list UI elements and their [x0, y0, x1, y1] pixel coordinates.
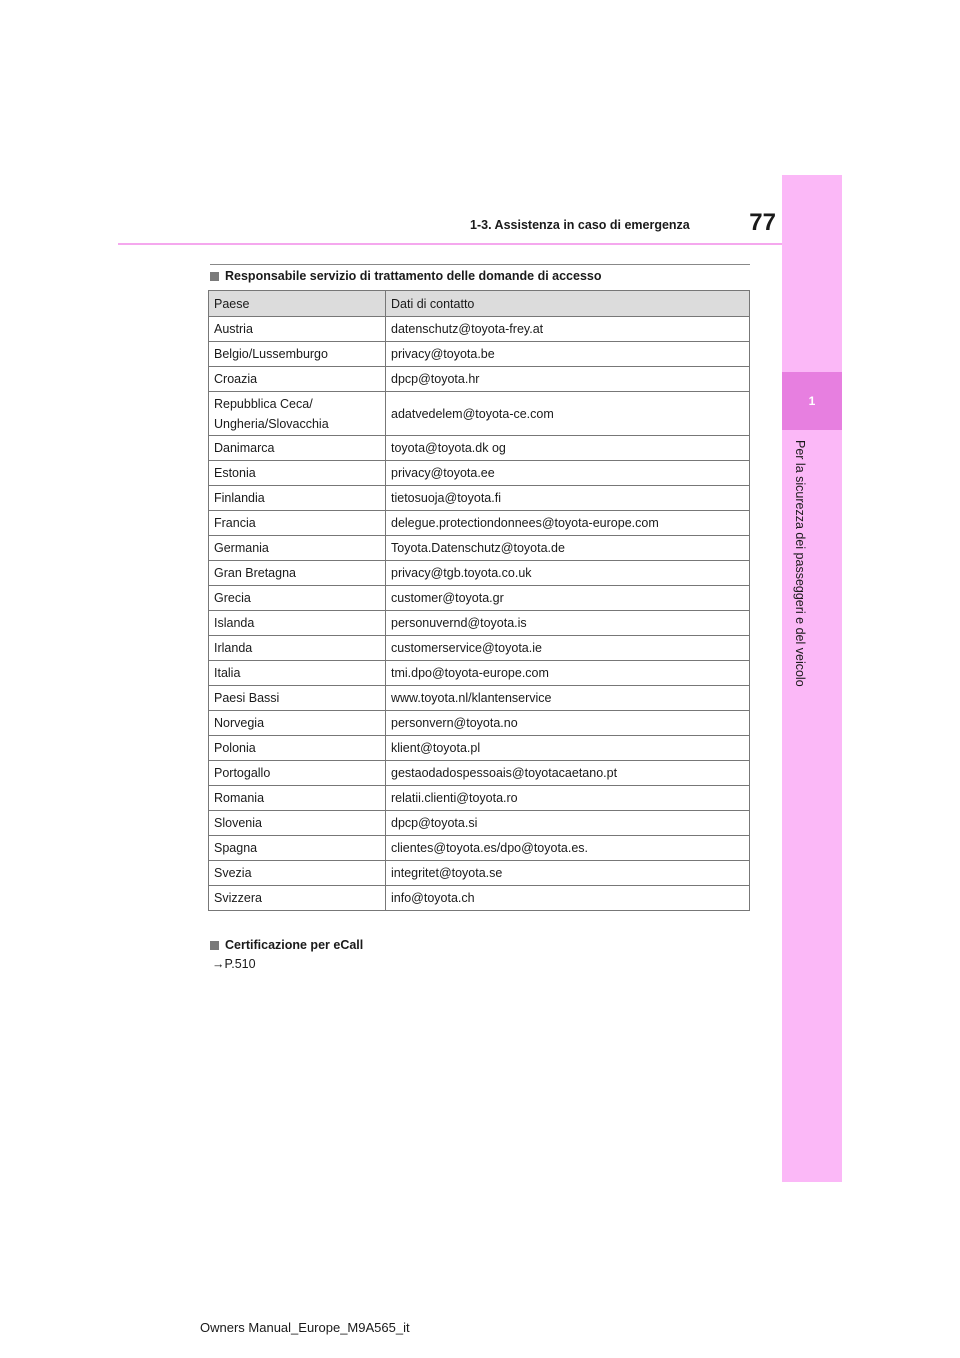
country-cell: Portogallo: [209, 761, 386, 786]
section-heading-ecall: [210, 938, 363, 952]
country-cell: Croazia: [209, 367, 386, 392]
contact-cell: www.toyota.nl/klantenservice: [386, 686, 750, 711]
contact-cell: delegue.protectiondonnees@toyota-europe.com: [386, 511, 750, 536]
table-row: [209, 761, 750, 786]
table-row: [209, 661, 750, 686]
country-cell: Slovenia: [209, 811, 386, 836]
contact-cell: personvern@toyota.no: [386, 711, 750, 736]
contact-cell: privacy@toyota.ee: [386, 461, 750, 486]
country-cell: Estonia: [209, 461, 386, 486]
table-row: [209, 561, 750, 586]
column-header-country: Paese: [209, 291, 386, 317]
country-cell: Norvegia: [209, 711, 386, 736]
table-row: [209, 736, 750, 761]
contact-cell: customer@toyota.gr: [386, 586, 750, 611]
contact-cell: dpcp@toyota.hr: [386, 367, 750, 392]
country-cell: Germania: [209, 536, 386, 561]
contact-cell: tmi.dpo@toyota-europe.com: [386, 661, 750, 686]
table-row: [209, 436, 750, 461]
square-bullet-icon: [210, 272, 219, 281]
contact-cell: personuvernd@toyota.is: [386, 611, 750, 636]
table-row: [209, 511, 750, 536]
country-cell: Belgio/Lussemburgo: [209, 342, 386, 367]
contact-cell: adatvedelem@toyota-ce.com: [386, 392, 750, 436]
table-row: [209, 811, 750, 836]
country-cell: Finlandia: [209, 486, 386, 511]
country-cell: Gran Bretagna: [209, 561, 386, 586]
country-line: Ungheria/Slovacchia: [214, 416, 329, 431]
column-header-contact: Dati di contatto: [386, 291, 750, 317]
chapter-number-box[interactable]: 1: [782, 372, 842, 430]
country-cell: Francia: [209, 511, 386, 536]
country-cell: Romania: [209, 786, 386, 811]
footer-text: Owners Manual_Europe_M9A565_it: [200, 1320, 410, 1335]
page-reference-link[interactable]: →P.510: [212, 957, 256, 971]
country-cell: Islanda: [209, 611, 386, 636]
section-heading-access-requests: [210, 269, 602, 283]
country-cell: Danimarca: [209, 436, 386, 461]
contact-cell: customerservice@toyota.ie: [386, 636, 750, 661]
country-cell: Paesi Bassi: [209, 686, 386, 711]
contact-cell: Toyota.Datenschutz@toyota.de: [386, 536, 750, 561]
table-row: [209, 317, 750, 342]
country-cell: Irlanda: [209, 636, 386, 661]
contact-cell: gestaodadospessoais@toyotacaetano.pt: [386, 761, 750, 786]
square-bullet-icon: [210, 941, 219, 950]
contact-cell: clientes@toyota.es/dpo@toyota.es.: [386, 836, 750, 861]
table-row: [209, 536, 750, 561]
table-row: [209, 586, 750, 611]
header-rule: [118, 243, 782, 245]
country-cell: Polonia: [209, 736, 386, 761]
table-row: [209, 886, 750, 911]
section-heading-text: Certificazione per eCall: [225, 938, 364, 952]
table-row: [209, 861, 750, 886]
contacts-table: [208, 290, 750, 911]
section-heading-text: Responsabile servizio di trattamento delle domande di accesso: [225, 269, 602, 283]
table-row: [209, 636, 750, 661]
table-row: [209, 461, 750, 486]
country-line: Repubblica Ceca/: [214, 396, 313, 411]
contact-cell: integritet@toyota.se: [386, 861, 750, 886]
country-cell: Svezia: [209, 861, 386, 886]
section-title: 1-3. Assistenza in caso di emergenza: [470, 218, 690, 232]
contact-cell: relatii.clienti@toyota.ro: [386, 786, 750, 811]
contact-cell: info@toyota.ch: [386, 886, 750, 911]
contact-cell: klient@toyota.pl: [386, 736, 750, 761]
table-row: [209, 392, 750, 436]
contacts-table-body: [209, 317, 750, 911]
page-number: 77: [749, 209, 776, 236]
table-row: [209, 686, 750, 711]
table-row: [209, 611, 750, 636]
table-row: [209, 836, 750, 861]
section-rule: [210, 264, 750, 265]
country-cell: Italia: [209, 661, 386, 686]
chapter-title: Per la sicurezza dei passeggeri e del veicolo: [793, 440, 807, 687]
country-cell: Spagna: [209, 836, 386, 861]
country-cell: [209, 392, 386, 436]
table-row: [209, 486, 750, 511]
table-row: [209, 342, 750, 367]
contact-cell: privacy@toyota.be: [386, 342, 750, 367]
country-cell: Austria: [209, 317, 386, 342]
country-cell: Svizzera: [209, 886, 386, 911]
contact-cell: tietosuoja@toyota.fi: [386, 486, 750, 511]
table-header-row: [209, 291, 750, 317]
table-row: [209, 786, 750, 811]
contact-cell: datenschutz@toyota-frey.at: [386, 317, 750, 342]
table-row: [209, 711, 750, 736]
contact-cell: toyota@toyota.dk og: [386, 436, 750, 461]
contact-cell: dpcp@toyota.si: [386, 811, 750, 836]
table-row: [209, 367, 750, 392]
country-cell: Grecia: [209, 586, 386, 611]
contact-cell: privacy@tgb.toyota.co.uk: [386, 561, 750, 586]
